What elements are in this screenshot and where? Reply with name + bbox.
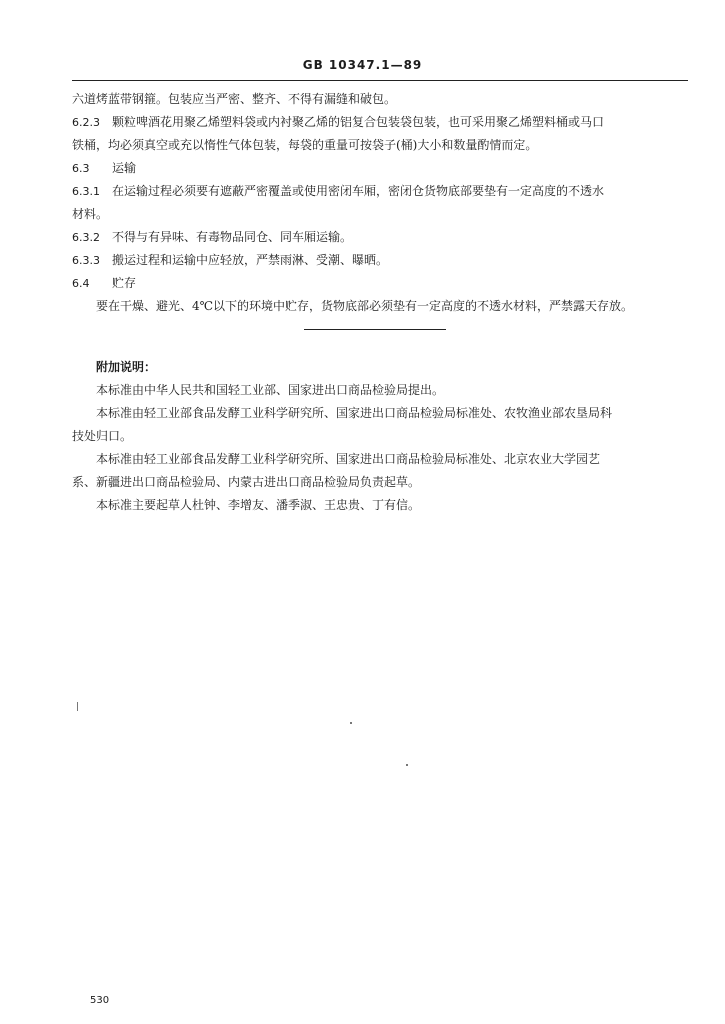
clause-line-6-3-3 [72,249,688,272]
section-heading-6-3 [72,157,688,180]
header-rule [72,80,688,81]
scan-speck [350,722,352,724]
clause-number: 6.3.2 [72,231,100,244]
clause-number: 6.3.1 [72,185,100,198]
section-number: 6.3 [72,162,90,175]
standard-number-header: GB 10347.1—89 [302,58,423,72]
section-title: 贮存 [112,276,137,290]
scan-speck [77,702,78,711]
clause-text: 颗粒啤酒花用聚乙烯塑料袋或内衬聚乙烯的铝复合包装袋包装，也可采用聚乙烯塑料桶或马口 [112,115,605,129]
supplement-line: 系、新疆进出口商品检验局、内蒙古进出口商品检验局负责起草。 [72,475,421,489]
text-line: 材料。 [72,207,109,221]
text-line: 六道烤蓝带钢箍。包装应当严密、整齐、不得有漏缝和破包。 [72,92,397,106]
clause-text: 不得与有异味、有毒物品同仓、同车厢运输。 [112,230,353,244]
text-line: 要在干燥、避光、4℃以下的环境中贮存，货物底部必须垫有一定高度的不透水材料，严禁露天存放。 [96,299,634,313]
clause-line-6-3-2 [72,226,688,249]
clause-text: 在运输过程必须要有遮蔽严密覆盖或使用密闭车厢，密闭仓货物底部要垫有一定高度的不透水 [112,184,605,198]
page-number: 530 [90,995,110,1006]
section-number: 6.4 [72,277,90,290]
section-heading-6-4 [72,272,688,295]
supplement-line: 本标准由轻工业部食品发酵工业科学研究所、国家进出口商品检验局标准处、农牧渔业部农垦局科 [96,406,613,420]
section-title: 运输 [112,161,137,175]
clause-number: 6.2.3 [72,116,100,129]
clause-line-6-2-3 [72,111,688,134]
supplementary-notes [72,356,688,517]
supplement-line: 技处归口。 [72,429,133,443]
scan-speck [406,764,408,766]
clause-text: 搬运过程和运输中应轻放，严禁雨淋、受潮、曝晒。 [112,253,389,267]
clause-line-6-3-1 [72,180,688,203]
main-text [72,88,688,318]
supplement-title: 附加说明： [96,360,157,374]
supplement-line: 本标准主要起草人杜钟、李增友、潘季淑、王忠贵、丁有信。 [96,498,421,512]
section-end-rule [304,329,446,330]
supplement-line: 本标准由中华人民共和国轻工业部、国家进出口商品检验局提出。 [96,383,445,397]
supplement-line: 本标准由轻工业部食品发酵工业科学研究所、国家进出口商品检验局标准处、北京农业大学园艺 [96,452,601,466]
clause-number: 6.3.3 [72,254,100,267]
text-line: 铁桶，均必须真空或充以惰性气体包装，每袋的重量可按袋子(桶)大小和数量酌情而定。 [72,138,538,152]
